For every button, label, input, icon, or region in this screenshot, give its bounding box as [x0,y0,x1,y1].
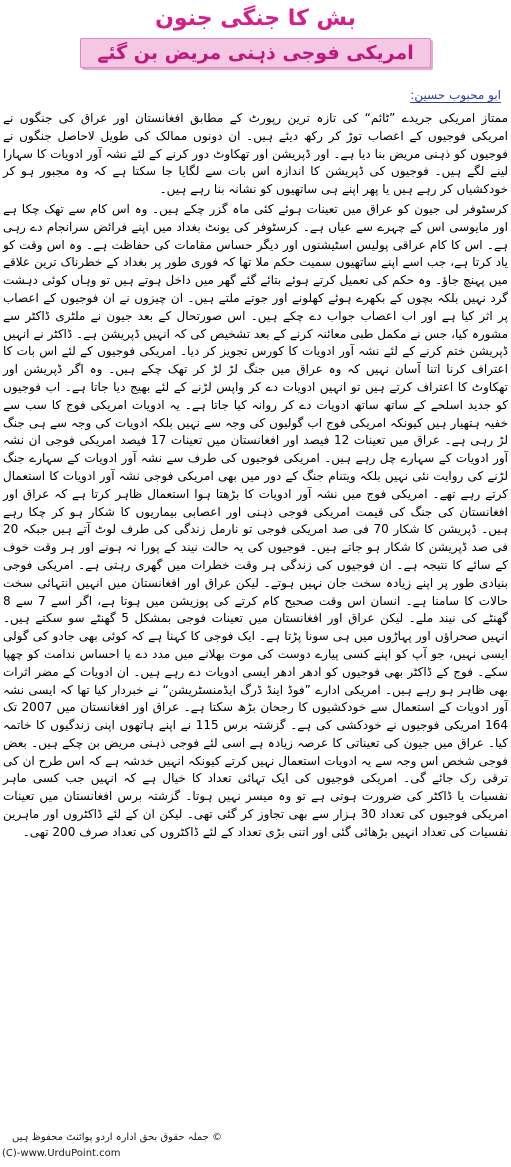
paragraph-main: کرسٹوفر لی جیون کو عراق میں تعینات ہوئے کئی ماہ گزر چکے ہیں۔ وہ اس کام سے تھک چکا ہے اور مایوسی اس کے چہرے سے عیاں ہے۔ کرسٹوفر کی یونٹ بغداد میں اپنے فرائض سرانجام دے رہی ہے۔ اس کا کام عراقی پولیس اسٹیشنوں اور دیگر حساس مقامات کی حفاظت ہے۔ وہ اس وقت کو یاد کرتا ہے، جب اسے اپنے ساتھیوں سمیت حکم ملا تھا کہ فوری طور پر بغداد کے خطرناک ترین علاقے میں پہنچ جاؤ۔ وہ حکم کی تعمیل کرتے ہوئے بتائے گئے گھر میں داخل ہوتے ہیں تو وہاں کوئی دہشت گرد نہیں بلکہ بچوں کے بکھرے ہوئے کھلونے اور جوتے ملتے ہیں۔ ان چیزوں نے ان فوجیوں کے اعصاب پر اثر کیا ہے اور اب اعصاب جواب دے چکے ہیں۔ اس صورتحال کے بعد جیون نے ملٹری ڈاکٹر سے مشورہ کیا، جس نے مکمل طبی معائنہ کرنے کے بعد تشخیص کی کہ انہیں ڈپریشن ہے۔ ڈاکٹر نے انہیں ڈپریشن ختم کرنے کے لئے نشہ آور ادویات کا کورس تجویز کر دیا۔ امریکی فوجیوں کے لئے اس بات کا اعتراف کرنا اتنا آسان نہیں کہ وہ عراق میں جنگ لڑ لڑ کر تھک چکے ہیں۔ وہ اگر ڈپریشن اور تھکاوٹ کا اعتراف کرتے ہیں تو انہیں ادویات دے کر واپس لڑنے کے لئے بھیج دیا جاتا ہے۔ اب فوجیوں کو جدید اسلحے کے ساتھ ساتھ ادویات دے کر روانہ کیا جاتا ہے۔ یہ ادویات امریکی فوج کا سب سے خفیہ ہتھیار ہیں کیونکہ امریکی فوج اب گولیوں کی وجہ سے نہیں بلکہ ادویات کی وجہ سے ہی جنگ لڑ رہی ہے۔ عراق میں تعینات 12 فیصد اور افغانستان میں تعینات 17 فیصد امریکی فوجی ان نشہ آور ادویات کے سہارے چل رہے ہیں۔ امریکی فوجیوں کی طرف سے نشہ آور ادویات کے سہارے جنگ لڑنے کی روایت نئی نہیں بلکہ ویتنام جنگ کے دور میں بھی امریکی فوجی نشہ آور ادویات کا استعمال کرتے رہے تھے۔ امریکی فوج میں نشہ آور ادویات کا بڑھتا ہوا استعمال ظاہر کرتا ہے کہ عراق اور افغانستان کی جنگ کی قیمت امریکی فوجی ذہنی اور اعصابی بیماریوں کا شکار ہو کر چکا رہے ہیں۔ ڈپریشن کا شکار 70 فی صد امریکی فوجی تو نارمل زندگی کی طرف لوٹ آتے ہیں جبکہ 20 فی صد ڈپریشن کا شکار ہو جاتے ہیں۔ فوجیوں کی یہ حالت نیند کے پورا نہ ہونے اور ہر وقت خوف کے سائے کا نتیجہ ہے۔ ان فوجیوں کی زندگی ہر وقت خطرات میں گھری رہتی ہے۔ امریکی فوجی بنیادی طور پر اپنے زیادہ سخت جان نہیں ہوتے۔ لیکن عراق اور افغانستان میں انہیں انتہائی سخت حالات کا سامنا ہے۔ انسان اس وقت صحیح کام کرتے کی پوزیشن میں ہوتا ہے، اگر اسے 7 سے 8 گھنٹے کی نیند ملے۔ لیکن عراق اور افغانستان میں تعینات فوجی بمشکل 5 گھنٹے سو سکتے ہیں۔ انہیں صحراؤں اور پہاڑوں میں ہی سونا پڑتا ہے۔ ایک فوجی کا کہنا ہے کہ کوئی بھی جادو کی گولی ایسی نہیں، جو آپ کو اپنے کسی پیارے دوست کی موت بھلانے میں مدد دے یا احساس ندامت کو چھپا سکے۔ فوج کے ڈاکٹر بھی فوجیوں کو ادھر ادھر ایسی ادویات دے رہے ہیں۔ ان ادویات کے مضر اثرات بھی ظاہر ہو رہے ہیں۔ امریکی ادارے ”فوڈ اینڈ ڈرگ ایڈمنسٹریشن“ نے خبردار کیا تھا کہ ایسی نشہ آور ادویات کے استعمال سے خودکشیوں کا رجحان بڑھ سکتا ہے۔ عراق اور افغانستان میں 2007 تک 164 امریکی فوجیوں نے خودکشی کی ہے۔ گزشتہ برس 115 نے اپنے ہاتھوں اپنی زندگیوں کا خاتمہ کیا۔ عراق میں جیون کی تعیناتی کا عرصہ زیادہ ہے اسی لئے فوجی ذہنی مریض بن چکے ہیں۔ بعض فوجی شخص اس وجہ سے یہ ادویات استعمال نہیں کرتے کیونکہ انہیں خدشہ ہے کہ اس طرح ان کی ترقی رک جائے گی۔ امریکی فوجیوں کی ایک تہائی تعداد کا خیال ہے کہ انہیں جب کسی ماہر نفسیات یا ڈاکٹر کی ضرورت ہوتی ہے تو وہ میسر نہیں ہوتا۔ گزشتہ برس افغانستان میں تعینات امریکی فوجیوں کی تعداد 30 ہزار سے بھی تجاوز کر گئی تھی۔ لیکن ان کے لئے ڈاکٹروں اور ماہرین نفسیات کی تعداد انہیں بڑھائی گئی اور اتنی بڑی تعداد کے لئے ڈاکٹروں کی تعداد صرف 200 تھی۔ [3,201,509,839]
website-credit: (C)-www.UrduPoint.com [2,1148,121,1159]
article-body [0,110,511,1116]
article-title: بش کا جنگی جنون [155,6,356,31]
byline [0,88,501,104]
copyright-notice: © جملہ حقوق بحق ادارہ اردو پوائنٹ محفوظ ہیں [12,1132,223,1143]
subtitle-banner [0,34,511,74]
author-name: ابو محبوب حسین: [410,88,501,102]
article-subtitle: امریکی فوجی ذہنی مریض بن گئے [80,38,431,68]
paragraph-intro: ممتاز امریکی جریدے ”ٹائم“ کی تازہ ترین رپورٹ کے مطابق افغانستان اور عراق کی جنگوں نے امریکی فوجیوں کے اعصاب توڑ کر رکھ دیئے ہیں۔ ان دونوں ممالک کی طویل لاحاصل جنگوں نے فوجیوں کو ذہنی مریض بنا دیا ہے۔ اور ڈپریشن اور تھکاوٹ دور کرنے کے لئے نشہ آور ادویات کا سہارا لینے لگے ہیں۔ فوجیوں کی ڈپریشن کا اندازہ اس بات سے لگایا جا سکتا ہے کہ وہ مجبور ہو کر خودکشیاں کر رہے ہیں یا پھر اپنے ہی ساتھیوں کو نشانہ بنا رہے ہیں۔ [3,111,508,197]
